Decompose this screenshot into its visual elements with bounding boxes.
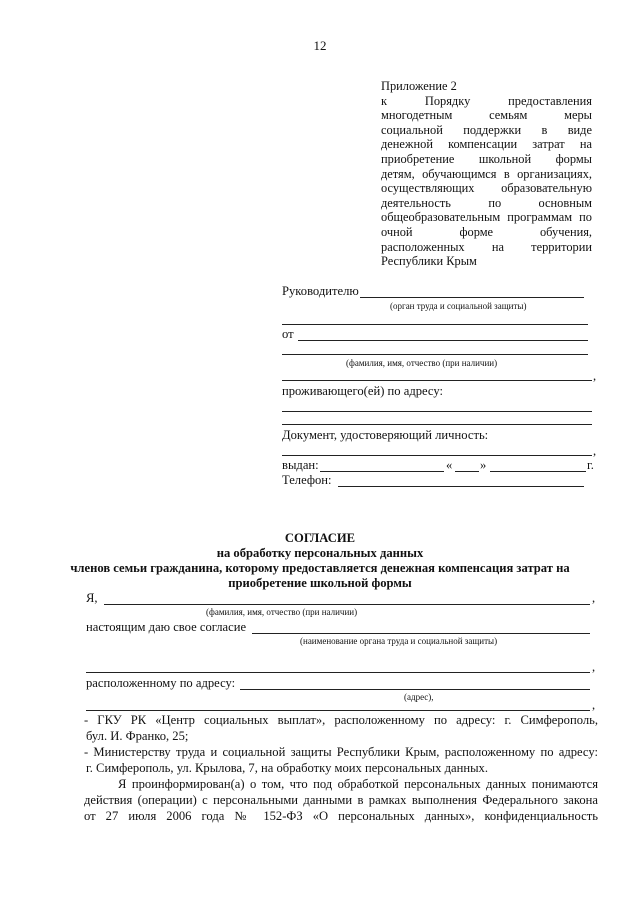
appendix-line: Республики Крым — [381, 254, 477, 269]
consent-subtitle: приобретение школьной формы — [228, 576, 412, 590]
appendix-line: расположенных на территории — [381, 239, 592, 254]
appendix-line: к Порядку предоставления — [381, 93, 592, 108]
body-paragraph: действия (операции) с персональными данными в рамках выполнения Федерального закона — [84, 793, 598, 807]
body-item-2: - Министерству труда и социальной защиты Республики Крым, расположенному по адресу: — [84, 745, 598, 759]
comma: , — [592, 660, 596, 674]
appendix-line: очной форме обучения, — [381, 224, 592, 239]
comma: , — [593, 444, 597, 458]
from-caption: (фамилия, имя, отчество (при наличии) — [346, 358, 498, 368]
consent-organ-caption: (наименование органа труда и социальной защиты) — [300, 636, 498, 646]
consent-name-caption: (фамилия, имя, отчество (при наличии) — [206, 607, 358, 617]
appendix-line: денежной компенсации затрат на — [381, 137, 592, 152]
organ-line[interactable] — [282, 324, 588, 325]
issued-by-line[interactable] — [320, 471, 444, 472]
appendix-block — [381, 79, 592, 269]
quote-open: « — [446, 458, 453, 472]
year-suffix: г. — [587, 458, 594, 472]
i-label: Я, — [86, 591, 98, 605]
body-paragraph: от 27 июля 2006 года № 152-ФЗ «О персональных данных», конфиденциальность — [84, 809, 598, 823]
comma: , — [592, 698, 596, 712]
appendix-line: деятельность по основным — [381, 195, 592, 210]
to-head-line[interactable] — [360, 297, 584, 298]
issued-label: выдан: — [282, 458, 319, 472]
document-line[interactable] — [282, 455, 592, 456]
body-item-1: - ГКУ РК «Центр социальных выплат», расположенному по адресу: г. Симферополь, — [84, 713, 598, 727]
issued-day-line[interactable] — [455, 471, 479, 472]
consent-address-caption: (адрес), — [404, 692, 434, 702]
quote-close: » — [480, 458, 487, 472]
phone-label: Телефон: — [282, 473, 332, 487]
page-number: 12 — [313, 38, 327, 53]
consent-address-line[interactable] — [240, 689, 590, 690]
appendix-line: общеобразовательным программам по — [381, 210, 592, 225]
give-consent-label: настоящим даю свое согласие — [86, 620, 247, 634]
consent-organ-line-2[interactable] — [86, 672, 590, 673]
appendix-line: социальной поддержки в виде — [381, 122, 592, 137]
comma: , — [593, 369, 597, 383]
appendix-line: приобретение школьной формы — [381, 151, 592, 166]
comma: , — [592, 591, 596, 605]
name-line[interactable] — [282, 380, 592, 381]
consent-subtitle: на обработку персональных данных — [216, 546, 424, 560]
consent-name-line[interactable] — [104, 604, 590, 605]
issued-month-line[interactable] — [490, 471, 586, 472]
body-item-2-cont: г. Симферополь, ул. Крылова, 7, на обработку моих персональных данных. — [86, 761, 488, 775]
address-label: проживающего(ей) по адресу: — [282, 384, 443, 398]
located-label: расположенному по адресу: — [86, 676, 236, 690]
consent-title: СОГЛАСИЕ — [284, 531, 356, 545]
appendix-line: детям, обучающимся в организациях, — [381, 166, 592, 181]
appendix-title: Приложение 2 — [381, 79, 457, 93]
address-line-2[interactable] — [282, 424, 592, 425]
consent-organ-line[interactable] — [252, 633, 590, 634]
from-label: от — [282, 327, 294, 341]
body-item-1-cont: бул. И. Франко, 25; — [86, 729, 189, 743]
from-line[interactable] — [298, 340, 588, 341]
to-head-label: Руководителю — [282, 284, 359, 298]
appendix-line: осуществляющих образовательную — [381, 181, 592, 196]
body-paragraph: Я проинформирован(а) о том, что под обработкой персональных данных понимаются — [118, 777, 598, 791]
address-line-1[interactable] — [282, 411, 592, 412]
from-line-2[interactable] — [282, 354, 588, 355]
document-label: Документ, удостоверяющий личность: — [282, 428, 489, 442]
to-head-caption: (орган труда и социальной защиты) — [390, 301, 527, 311]
phone-line[interactable] — [338, 486, 584, 487]
appendix-line: многодетным семьям меры — [381, 108, 592, 123]
consent-subtitle: членов семьи гражданина, которому предоставляется денежная компенсация затрат на — [70, 561, 570, 575]
consent-address-line-2[interactable] — [86, 710, 590, 711]
